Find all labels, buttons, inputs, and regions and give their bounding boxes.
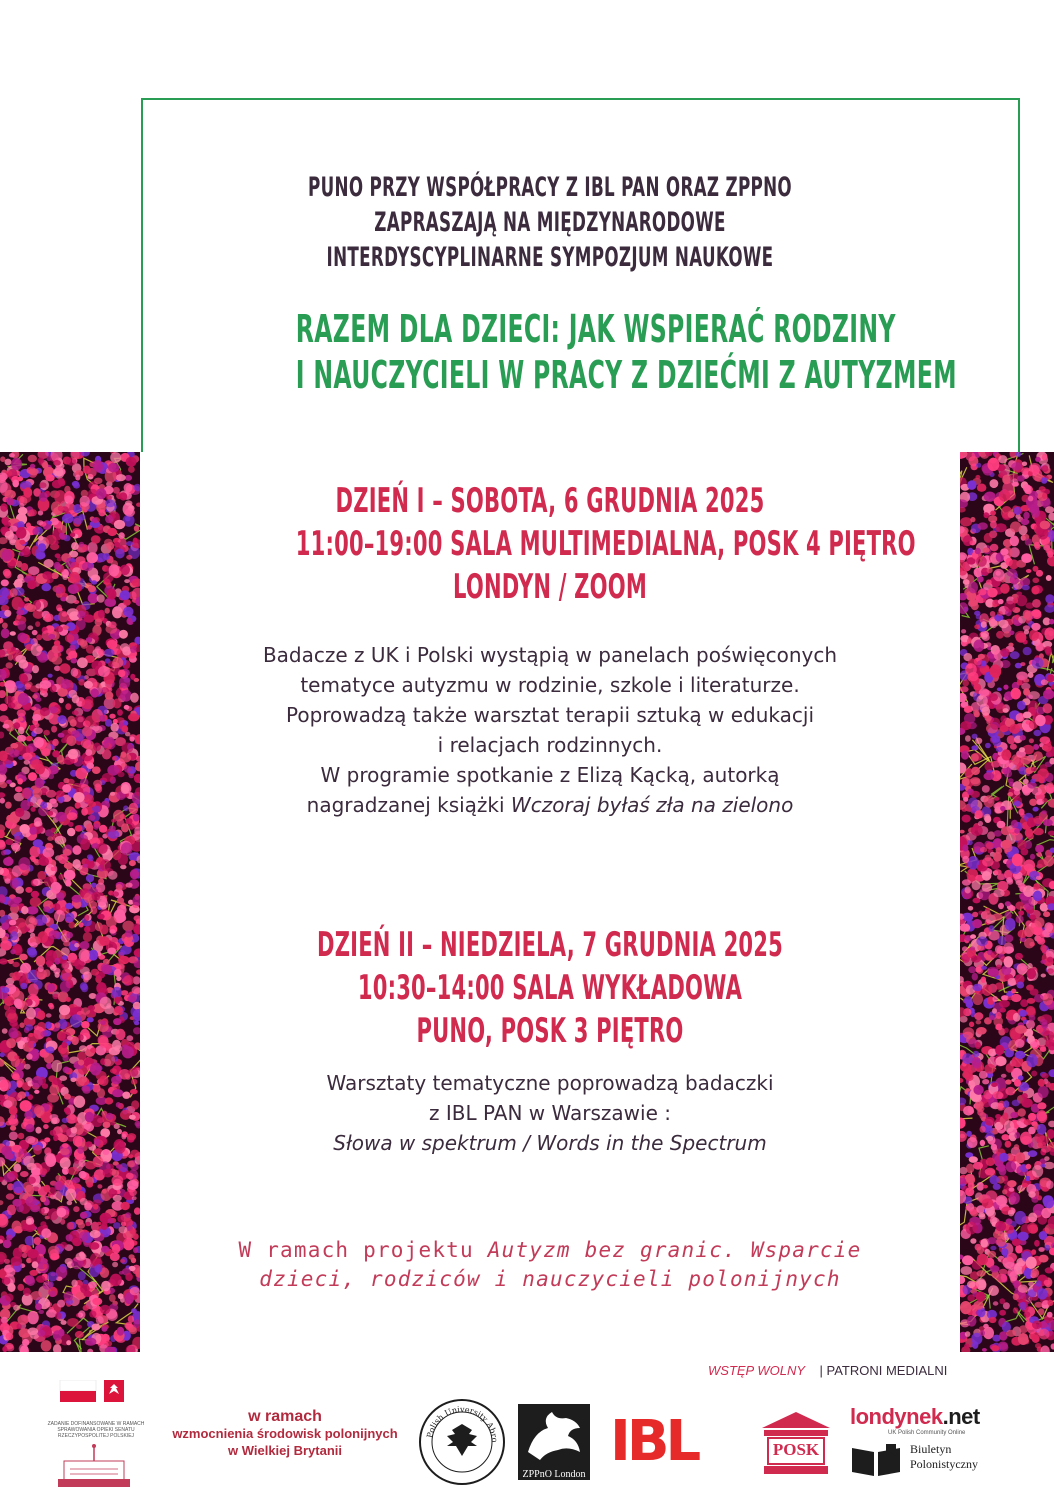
day1-description bbox=[140, 640, 960, 820]
decorative-cell-image-left bbox=[0, 452, 140, 1352]
biuletyn-line: Polonistyczny bbox=[910, 1457, 978, 1471]
day1-date: DZIEŃ I – SOBOTA, 6 GRUDNIA 2025 bbox=[335, 481, 765, 521]
intro-line: PUNO PRZY WSPÓŁPRACY Z IBL PAN ORAZ ZPPNO bbox=[308, 172, 792, 203]
body-line: z IBL PAN w Warszawie : bbox=[429, 1101, 671, 1125]
header-frame bbox=[141, 98, 1020, 452]
symposium-title bbox=[295, 306, 957, 398]
framework-line: wzmocnienia środowisk polonijnych bbox=[172, 1426, 398, 1441]
body-line-prefix: nagradzanej książki bbox=[306, 793, 511, 817]
biuletyn-logo bbox=[910, 1442, 978, 1472]
polish-flag-icon bbox=[36, 1380, 156, 1410]
framework-line: w ramach bbox=[248, 1408, 322, 1425]
project-name-part1: Autyzm bez granic. Wsparcie bbox=[487, 1238, 862, 1262]
title-line: I NAUCZYCIELI W PRACY Z DZIEĆMI Z AUTYZMEM bbox=[295, 353, 957, 397]
book-title: Wczoraj byłaś zła na zielono bbox=[510, 793, 794, 817]
open-book-icon bbox=[850, 1442, 902, 1478]
day2-heading bbox=[296, 924, 804, 1053]
day2-description bbox=[140, 1068, 960, 1158]
intro-line: INTERDYSCYPLINARNE SYMPOZJUM NAUKOWE bbox=[326, 242, 774, 273]
body-line: Warsztaty tematyczne poprowadzą badaczki bbox=[326, 1071, 774, 1095]
project-note bbox=[140, 1236, 960, 1294]
zppno-logo bbox=[518, 1404, 590, 1480]
senate-logo bbox=[36, 1380, 156, 1490]
body-line: Badacze z UK i Polski wystąpią w panelach poświęconych bbox=[262, 643, 838, 667]
ibl-logo bbox=[610, 1404, 698, 1480]
day2-time-venue: 10:30–14:00 SALA WYKŁADOWA bbox=[357, 968, 743, 1008]
day2-location: PUNO, POSK 3 PIĘTRO bbox=[416, 1011, 684, 1051]
puno-seal-logo bbox=[418, 1398, 506, 1486]
body-line bbox=[140, 790, 960, 820]
posk-logo bbox=[760, 1410, 832, 1476]
day1-location: LONDYN / ZOOM bbox=[452, 567, 648, 607]
day1-time-venue: 11:00–19:00 SALA MULTIMEDIALNA, POSK 4 PIĘTRO bbox=[295, 524, 916, 564]
day2-date: DZIEŃ II – NIEDZIELA, 7 GRUDNIA 2025 bbox=[317, 925, 783, 965]
seal-text: Polish University Abro bbox=[425, 1404, 500, 1443]
framework-line: w Wielkiej Brytanii bbox=[227, 1443, 343, 1458]
intro-line: ZAPRASZAJĄ NA MIĘDZYNARODOWE bbox=[374, 207, 726, 238]
londynek-logo bbox=[850, 1404, 980, 1430]
project-prefix: W ramach projektu bbox=[238, 1238, 488, 1262]
body-line: W programie spotkanie z Elizą Kącką, autorką bbox=[320, 763, 780, 787]
senate-caption: ZADANIE DOFINANSOWANE W RAMACH SPRAWOWANIA OPIEKI SENATU RZECZYPOSPOLITEJ POLSKIEJ bbox=[47, 1421, 145, 1439]
day1-heading bbox=[295, 480, 916, 609]
londynek-main: londynek bbox=[850, 1404, 943, 1429]
decorative-cell-image-right bbox=[960, 452, 1054, 1352]
body-line: i relacjach rodzinnych. bbox=[437, 733, 663, 757]
framework-note bbox=[170, 1408, 400, 1459]
zppno-label: ZPPnO London bbox=[522, 1469, 586, 1480]
griffin-icon bbox=[518, 1404, 590, 1464]
londynek-suffix: .net bbox=[942, 1404, 980, 1429]
workshop-title: Słowa w spektrum / Words in the Spectrum bbox=[333, 1131, 767, 1155]
londynek-tagline: UK Polish Community Online bbox=[888, 1430, 966, 1436]
award-stamp-icon bbox=[36, 1443, 156, 1493]
title-line: RAZEM DLA DZIECI: JAK WSPIERAĆ RODZINY bbox=[295, 307, 896, 351]
project-line bbox=[140, 1236, 960, 1265]
free-entry-label: WSTĘP WOLNY bbox=[708, 1363, 806, 1378]
intro-heading bbox=[296, 170, 804, 275]
body-line: tematyce autyzmu w rodzinie, szkole i literaturze. bbox=[300, 673, 800, 697]
separator: | bbox=[819, 1363, 823, 1378]
footer-patrons-bar bbox=[708, 1363, 947, 1378]
body-line: Poprowadzą także warsztat terapii sztuką w edukacji bbox=[285, 703, 815, 727]
posk-label: POSK bbox=[772, 1440, 820, 1459]
ibl-label: IBL bbox=[610, 1409, 698, 1474]
project-name-part2: dzieci, rodziców i nauczycieli polonijnych bbox=[259, 1267, 841, 1291]
media-patrons-label: PATRONI MEDIALNI bbox=[826, 1363, 948, 1378]
biuletyn-line: Biuletyn bbox=[910, 1442, 952, 1456]
